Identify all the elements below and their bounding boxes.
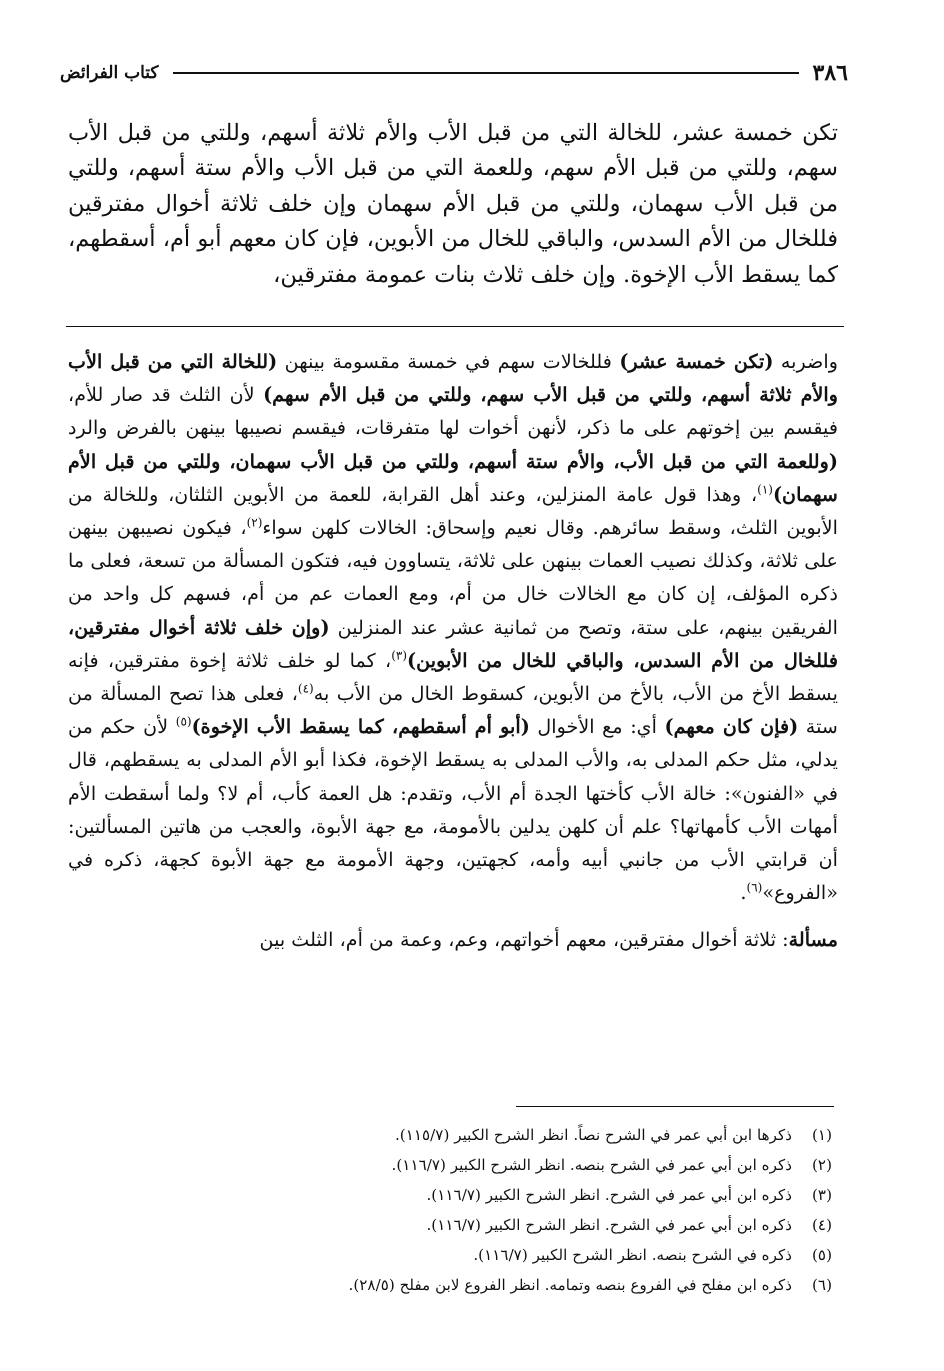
footnotes	[110, 1120, 832, 1300]
footnote	[110, 1120, 832, 1150]
footnote-text: ذكره ابن أبي عمر في الشرح. انظر الشرح الكبير (١١٦/٧).	[426, 1216, 792, 1234]
quoted-matn: (فإن كان معهم)	[664, 715, 799, 739]
footnote-ref: (٤)	[297, 681, 314, 696]
footnote	[110, 1150, 832, 1180]
footnote-number: (٢)	[811, 1156, 832, 1174]
quoted-matn: (للخالة التي من قبل الأب والأم ثلاثة أسهم، وللتي من قبل الأب سهم، وللتي من قبل الأم سهم)	[68, 350, 838, 407]
footnote-number: (١)	[811, 1126, 832, 1144]
commentary	[68, 345, 838, 957]
footnote-text: ذكره ابن أبي عمر في الشرح بنصه. انظر الشرح الكبير (١١٦/٧).	[391, 1156, 792, 1174]
footnote-number: (٣)	[811, 1186, 832, 1204]
footnote-text: ذكره ابن مفلح في الفروع بنصه وتمامه. انظر الفروع لابن مفلح (٢٨/٥).	[348, 1276, 792, 1294]
footnote	[110, 1210, 832, 1240]
commentary-paragraph	[68, 345, 838, 909]
running-header	[60, 56, 848, 90]
commentary-text: ، كما لو خلف ثلاثة إخوة مفترقين، فإنه يسقط الأخ من الأب، بالأخ من الأبوين، كسقوط الخال من الأب به	[68, 648, 838, 706]
commentary-text: : ثلاثة أخوال مفترقين، معهم أخواتهم، وعم، وعمة من أم، الثلث بين	[259, 928, 789, 952]
footnote-number: (٤)	[811, 1216, 832, 1234]
footnote-ref: (٦)	[746, 880, 763, 895]
masala-heading: مسألة	[788, 928, 838, 952]
quoted-matn: (وإن خلف ثلاثة أخوال مفترقين، فللخال من الأم السدس، والباقي للخال من الأبوين)	[68, 615, 838, 672]
text-commentary-divider	[66, 326, 844, 327]
main-text: تكن خمسة عشر، للخالة التي من قبل الأب والأم ثلاثة أسهم، وللتي من قبل الأب سهم، وللتي من قبل الأم سهم، وللعمة التي من قبل الأب والأم ستة أسهم، وللتي من قبل الأب سهمان، وللتي من قبل الأم سهمان وإن خلف ثلاثة أخوال مفترقين فللخال من الأم السدس، والباقي للخال من الأبوين، فإن كان معهم أبو أم، أسقطهم، كما يسقط الأب الإخوة. وإن خلف ثلاث بنات عمومة مفترقين،	[68, 120, 838, 288]
commentary-text: لأن حكم من يدلي، مثل حكم المدلى به، والأب المدلى به يسقط الإخوة، فكذا أبو الأم المدلى به يسقطهم، قال في «الفنون»: خالة الأب كأختها الجدة أم الأب، وتقدم: هل العمة كأب، أم لا؟ ولما أسقطت الأم أمهات الأب كأمهاتها؟ علم أن كلهن يدلين بالأمومة، مع جهة الأبوة، والعجب من هاتين المسألتين: أن قرابتي الأب من جانبي أبيه وأمه، كجهتين، وجهة الأمومة مع جهة الأبوة كجهة، ذكره في «الفروع»	[68, 715, 838, 905]
footnote-ref: (٥)	[175, 714, 192, 729]
footnote-number: (٥)	[811, 1246, 832, 1264]
footnote-text: ذكرها ابن أبي عمر في الشرح نصاً. انظر الشرح الكبير (١١٥/٧).	[394, 1126, 792, 1144]
footnote	[110, 1240, 832, 1270]
commentary-text: أي: مع الأخوال	[529, 715, 665, 739]
commentary-text: لأن الثلث قد صار للأم، فيقسم بين إخوتهم على ما ذكر، لأنهن أخوات لها متفرقات، فيقسم نصيبها بينهن بالفرض والرد	[68, 383, 838, 440]
commentary-text: ، فعلى هذا تصح المسألة من ستة	[68, 682, 838, 739]
book-title: كتاب الفرائض	[60, 63, 159, 83]
footnote-text: ذكره في الشرح بنصه. انظر الشرح الكبير (١١٦/٧).	[473, 1246, 792, 1264]
page-number: ٣٨٦	[812, 60, 848, 86]
footnote-ref: (٢)	[246, 515, 263, 530]
quoted-matn: (أبو أم أسقطهم، كما يسقط الأب الإخوة)	[191, 715, 530, 739]
footnote	[110, 1180, 832, 1210]
header-rule	[173, 72, 799, 74]
footnote-text: ذكره ابن أبي عمر في الشرح. انظر الشرح الكبير (١١٦/٧).	[426, 1186, 792, 1204]
commentary-text: واضربه	[773, 350, 838, 373]
masala-paragraph	[68, 923, 838, 956]
quoted-matn: (تكن خمسة عشر)	[619, 350, 774, 373]
commentary-text: ، فيكون نصيبهن بينهن على ثلاثة، وكذلك نصيب العمات بينهن على ثلاثة، يتساوون فيه، فتكون المسألة من تسعة، فعلى ما ذكره المؤلف، إن كان مع الخالات خال من أم، ومع العمات عم من أم، فسهم كل واحد من الفريقين بينهم، على ستة، وتصح من ثمانية عشر عند المنزلين	[68, 516, 838, 639]
commentary-text: فللخالات سهم في خمسة مقسومة بينهن	[277, 350, 620, 373]
footnote-divider	[516, 1106, 834, 1107]
commentary-text: ، وهذا قول عامة المنزلين، وعند أهل القرابة، للعمة من الأبوين الثلثان، وللخالة من الأبوين الثلث، وسقط سائرهم. وقال نعيم وإسحاق: الخالات كلهن سواء	[68, 482, 838, 540]
quoted-matn: (وللعمة التي من قبل الأب، والأم ستة أسهم، وللتي من قبل الأب سهمان، وللتي من قبل الأم سهمان)	[68, 449, 838, 506]
footnote-ref: (١)	[757, 482, 773, 497]
footnote	[110, 1270, 832, 1300]
commentary-text: .	[740, 881, 747, 905]
footnote-number: (٦)	[811, 1276, 832, 1294]
footnote-ref: (٣)	[391, 648, 408, 663]
